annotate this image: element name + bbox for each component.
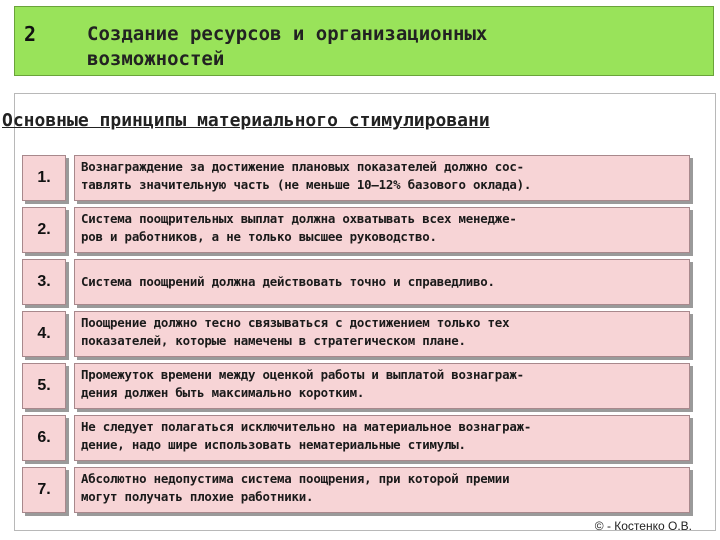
principle-text: [74, 467, 690, 513]
principle-text-line: могут получать плохие работники.: [81, 489, 314, 504]
principle-text-line: Система поощрений должна действовать точно и справедливо.: [81, 274, 495, 289]
principle-number: 1.: [22, 155, 66, 201]
principle-text: [74, 207, 690, 253]
subtitle: Основные принципы материального стимулировани: [2, 110, 490, 131]
principle-row: [22, 259, 694, 305]
principle-number: 4.: [22, 311, 66, 357]
principle-text: [74, 259, 690, 305]
principle-text-line: ров и работников, а не только высшее руководство.: [81, 229, 437, 244]
principle-number: 3.: [22, 259, 66, 305]
principle-text: [74, 311, 690, 357]
principle-text: [74, 155, 690, 201]
principle-number: 7.: [22, 467, 66, 513]
principle-text-line: Абсолютно недопустима система поощрения, при которой премии: [81, 471, 510, 486]
principle-text-line: Поощрение должно тесно связываться с достижением только тех: [81, 315, 510, 330]
principle-row: [22, 415, 694, 461]
principle-text: [74, 363, 690, 409]
principle-row: [22, 155, 694, 201]
principle-number: 6.: [22, 415, 66, 461]
principle-text-line: Система поощрительных выплат должна охватывать всех менедже-: [81, 211, 517, 226]
slide-title-line-1: Создание ресурсов и организационных: [87, 23, 488, 45]
principle-text-line: тавлять значительную часть (не меньше 10—12% базового оклада).: [81, 177, 532, 192]
principle-row: [22, 311, 694, 357]
principle-text-line: дение, надо шире использовать нематериальные стимулы.: [81, 437, 466, 452]
principle-text-line: Промежуток времени между оценкой работы и выплатой вознаграж-: [81, 367, 524, 382]
principle-text-line: Вознаграждение за достижение плановых показателей должно сос-: [81, 159, 524, 174]
slide-title-line-2: возможностей: [87, 48, 225, 70]
principle-number: 5.: [22, 363, 66, 409]
principle-number: 2.: [22, 207, 66, 253]
principle-row: [22, 207, 694, 253]
section-number: 2: [24, 22, 37, 46]
principle-row: [22, 467, 694, 513]
principle-text-line: Не следует полагаться исключительно на материальное вознаграж-: [81, 419, 532, 434]
principle-text-line: показателей, которые намечены в стратегическом плане.: [81, 333, 466, 348]
principle-text-line: дения должен быть максимально коротким.: [81, 385, 365, 400]
author-credit: © - Костенко О.В.: [594, 519, 692, 533]
principle-row: [22, 363, 694, 409]
principle-text: [74, 415, 690, 461]
